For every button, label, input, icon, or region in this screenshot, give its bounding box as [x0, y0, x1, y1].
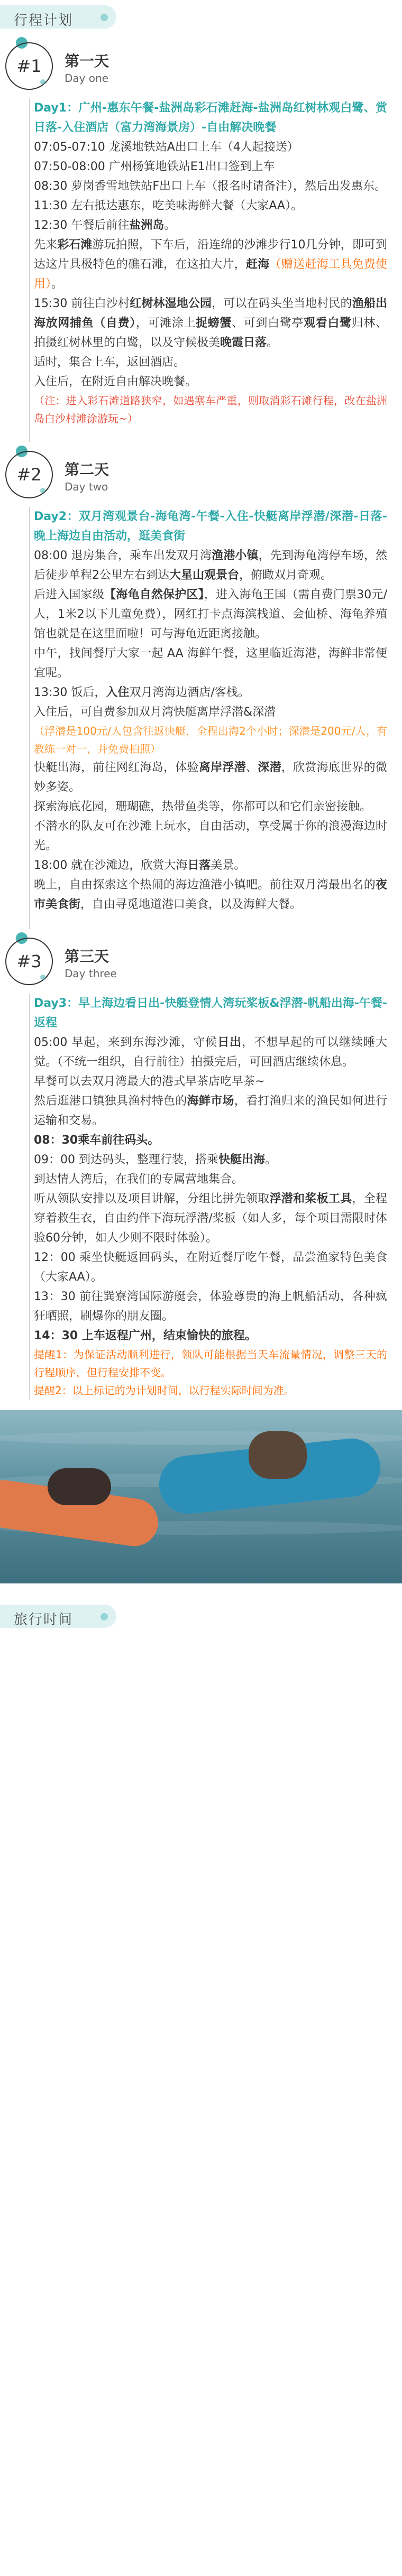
day-3-badge: #3 — [5, 938, 53, 985]
day-1-line: 12:30 午餐后前往盐洲岛。 — [34, 219, 176, 232]
day-2-line: 快艇出海，前往网红海岛，体验离岸浮潜、深潜，欣赏海底世界的微妙多姿。 — [34, 761, 387, 794]
day-3-route: Day3：早上海边看日出-快艇登情人湾玩桨板&浮潜-帆船出海-午餐-返程 — [34, 997, 387, 1030]
day-2-badge: #2 — [5, 451, 53, 498]
badge-accent-dot-small — [40, 975, 45, 980]
day-2-line: 08:00 退房集合，乘车出发双月湾渔港小镇，先到海龟湾停车场，然后徒步单程2公里左右到达大星山观景台，俯瞰双月奇观。 — [34, 549, 387, 582]
day-2-line: 18:00 就在沙滩边，欣赏大海日落美景。 — [34, 859, 246, 872]
day-1-line: 07:50-08:00 广州杨箕地铁站E1出口签到上车 — [34, 160, 275, 173]
day-3-line: 早餐可以去双月湾最大的港式早茶店吃早茶~ — [34, 1075, 265, 1088]
badge-accent-dot-small — [40, 79, 45, 85]
swimmer — [48, 1468, 111, 1505]
day-1-line: 入住后，在附近自由解决晚餐。 — [34, 375, 197, 388]
day-2-line: 中午，找间餐厅大家一起 AA 海鲜午餐，这里临近海港，海鲜非常便宜呢。 — [34, 647, 387, 680]
section-tab-travel-time — [0, 1599, 402, 1633]
day-1-route: Day1：广州-惠东午餐-盐洲岛彩石滩赶海-盐洲岛红树林观白鹭、赏日落-入住酒店（富力湾海景房）-自由解决晚餐 — [34, 101, 387, 134]
day-3-line: 听从领队安排以及项目讲解，分组比拼先领取浮潜和桨板工具，全程穿着救生衣，自由约伴下海玩浮潜/桨板（如人多，每个项目需限时体验60分钟，如人少则不限时体验）。 — [34, 1192, 387, 1245]
day-1-header — [0, 34, 402, 98]
day-2-price-note: （浮潜是100元/人包含往返快艇，全程出海2个小时；深潜是200元/人，有教练一对一，并免费拍照） — [34, 725, 387, 755]
section-title: 旅行时间 — [14, 1612, 74, 1628]
spacer — [34, 914, 387, 929]
timeline-rail — [29, 994, 30, 1400]
day-2-line: 后进入国家级【海龟自然保护区】，进入海龟王国（需自费门票30元/人，1米2以下儿童免费），网红打卡点海滨栈道、会仙桥、海龟养殖馆也就是在这里面啦！可与海龟近距离接触。 — [34, 588, 387, 641]
day-3-line: 05:00 早起，来到东海沙滩，守候日出，不想早起的可以继续睡大觉。（不统一组织，自行前往）拍摄完后，可回酒店继续休息。 — [34, 1036, 387, 1069]
paddleboard-photo — [0, 1410, 402, 1583]
badge-accent-dot-small — [40, 488, 45, 493]
spacer — [0, 1583, 402, 1599]
day-2-body — [0, 507, 402, 929]
day-3-subtitle: Day three — [65, 967, 117, 980]
timeline-rail — [29, 507, 30, 929]
day-3-tip-1: 提醒1：为保证活动顺利进行，领队可能根据当天车流量情况，调整三天的行程顺序，但行程安排不变。 — [34, 1348, 387, 1379]
day-2-line: 不潜水的队友可在沙滩上玩水，自由活动，享受属于你的浪漫海边时光。 — [34, 820, 387, 853]
day-3-tip-2: 提醒2：以上标记的为计划时间，以行程实际时间为准。 — [34, 1384, 295, 1397]
day-1-note: （注：进入彩石滩道路狭窄，如遇塞车严重，则取消彩石滩行程，改在盐洲岛白沙村滩涂游玩~） — [34, 394, 387, 425]
day-2-line: 探索海底花园，珊瑚礁，热带鱼类等，你都可以和它们亲密接触。 — [34, 800, 372, 813]
day-3-line: 12：00 乘坐快艇返回码头，在附近餐厅吃午餐，品尝渔家特色美食（大家AA）。 — [34, 1251, 387, 1284]
day-1-line: 先来彩石滩游玩拍照，下车后，沿连绵的沙滩步行10几分钟，即可到达这片具极特色的礁石滩，在这拍大片，赶海（赠送赶海工具免费使用）。 — [34, 238, 387, 291]
day-3-header — [0, 929, 402, 994]
day-2-line: 入住后，可自费参加双月湾快艇离岸浮潜&深潜 — [34, 706, 276, 719]
day-2-subtitle: Day two — [65, 480, 108, 493]
day-1-line: 07:05-07:10 龙溪地铁站A出口上车（4人起接送） — [34, 141, 299, 154]
decor-dot — [100, 1613, 108, 1620]
day-3-line: 13：30 前往巽寮湾国际游艇会，体验尊贵的海上帆船活动，各种疯狂晒照，刷爆你的朋友圈。 — [34, 1290, 387, 1323]
day-2-header — [0, 442, 402, 507]
day-3-line: 14：30 上车返程广州，结束愉快的旅程。 — [34, 1329, 257, 1342]
day-3-line: 08：30乘车前往码头。 — [34, 1134, 160, 1147]
day-1-body — [0, 98, 402, 442]
day-3-line: 到达情人湾后，在我们的专属营地集合。 — [34, 1173, 244, 1186]
day-2-title: 第二天 — [65, 461, 109, 478]
day-1-line: 11:30 左右抵达惠东，吃美味海鲜大餐（大家AA）。 — [34, 199, 303, 212]
day-2-route: Day2：双月湾观景台-海龟湾-午餐-入住-快艇离岸浮潜/深潜-日落-晚上海边自由活动，逛美食街 — [34, 510, 387, 543]
day-2-line: 13:30 饭后，入住双月湾海边酒店/客栈。 — [34, 686, 250, 699]
timeline-rail — [29, 98, 30, 442]
day-1-badge: #1 — [5, 42, 53, 90]
day-3-line: 09：00 到达码头，整理行装，搭乘快艇出海。 — [34, 1153, 277, 1166]
day-3-line: 然后逛港口镇独具渔村特色的海鲜市场，看打渔归来的渔民如何进行运输和交易。 — [34, 1095, 387, 1127]
day-3-body — [0, 994, 402, 1400]
swimmer — [249, 1431, 307, 1479]
section-tab-itinerary — [0, 0, 402, 34]
day-1-line: 08:30 萝岗香雪地铁站F出口上车（报名时请备注），然后出发惠东。 — [34, 180, 387, 193]
day-1-line: 15:30 前往白沙村红树林湿地公园，可以在码头坐当地村民的渔船出海放网捕鱼（自费），可滩涂上捉螃蟹、可到白鹭亭观看白鹭归林、拍摄红树林里的白鹭，以及守候极美晚霞日落。 — [34, 297, 387, 349]
day-1-title: 第一天 — [65, 52, 109, 70]
day-1-subtitle: Day one — [65, 72, 109, 85]
day-3-title: 第三天 — [65, 948, 109, 965]
day-2-line: 晚上，自由探索这个热闹的海边渔港小镇吧。前往双月湾最出名的夜市美食街，自由寻觅地道港口美食，以及海鲜大餐。 — [34, 878, 387, 911]
day-1-line: 适时，集合上车，返回酒店。 — [34, 356, 186, 369]
spacer — [34, 428, 387, 442]
decor-dot — [100, 14, 108, 21]
section-title: 行程计划 — [14, 13, 74, 29]
